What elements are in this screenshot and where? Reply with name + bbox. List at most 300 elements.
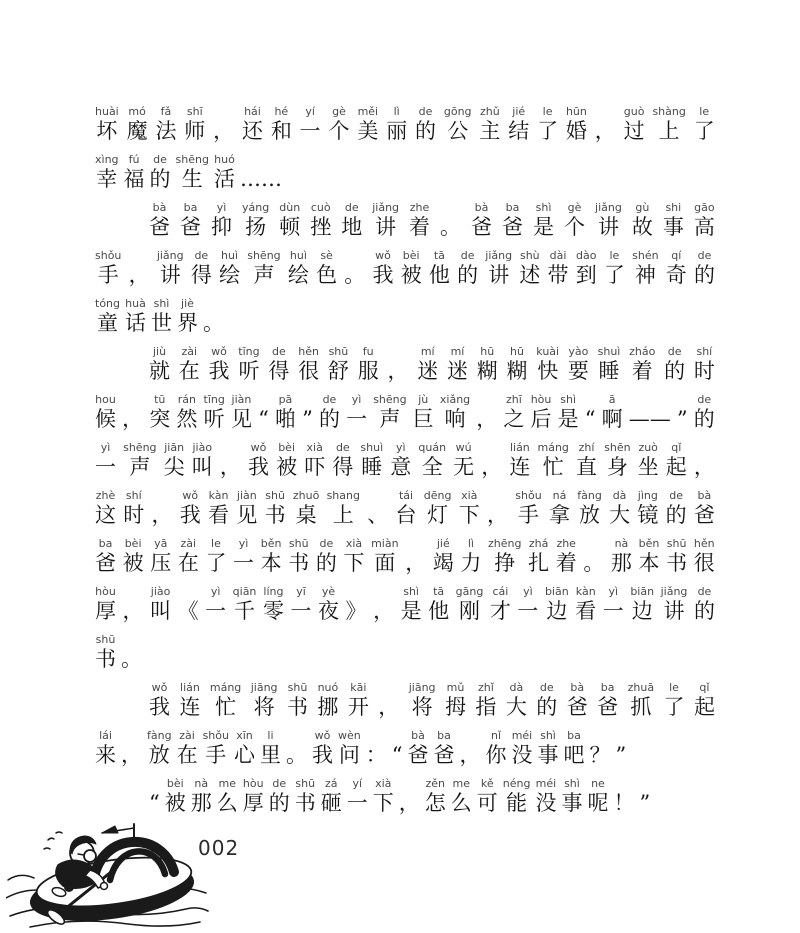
pinyin-annotation: shì (560, 393, 577, 406)
ruby-char (508, 106, 529, 144)
hanzi-character: 你 (485, 743, 507, 767)
pinyin-annotation: tái (398, 489, 414, 502)
ruby-char (373, 598, 394, 624)
hanzi-character: 。 (440, 215, 462, 239)
ruby-char (302, 406, 313, 432)
ruby-char (401, 586, 422, 624)
text-line (95, 202, 715, 240)
text-line (95, 346, 715, 384)
pinyin-annotation: zuò (638, 441, 658, 454)
hanzi-character: 本 (638, 551, 660, 575)
ruby-char (401, 250, 422, 288)
ruby-char (409, 682, 436, 720)
ruby-char (577, 490, 602, 528)
flag-icon (102, 826, 118, 833)
ruby-char (373, 778, 394, 816)
pinyin-annotation: shēng (247, 249, 281, 262)
ruby-char (386, 106, 407, 144)
hanzi-character: 舒 (327, 359, 349, 383)
pinyin-annotation: de (697, 393, 712, 406)
hanzi-character: 高 (693, 215, 715, 239)
pinyin-annotation: me (218, 777, 236, 790)
ruby-char (396, 490, 417, 528)
pinyin-annotation: tīng (238, 345, 260, 358)
ruby-char (310, 202, 331, 240)
glasses-bridge (78, 854, 84, 855)
ruby-char (629, 406, 671, 432)
hanzi-character: 和 (270, 119, 292, 143)
ruby-char (629, 346, 655, 384)
pinyin-annotation: rán (177, 393, 196, 406)
ruby-char (290, 586, 311, 624)
character-hand (101, 883, 108, 890)
pinyin-annotation: wǒ (375, 249, 391, 262)
hanzi-character: 坐 (637, 455, 659, 479)
hanzi-character: 书 (288, 551, 310, 575)
hanzi-character: 厚 (242, 791, 264, 815)
hanzi-character: 一 (299, 119, 321, 143)
pinyin-annotation: běn (638, 537, 660, 550)
glasses-lens (84, 850, 96, 862)
ruby-char (213, 118, 234, 144)
pinyin-annotation: zhǐ (478, 681, 494, 694)
hanzi-character: 啊 (601, 407, 623, 431)
text-line (95, 586, 715, 624)
ruby-char (564, 202, 585, 240)
hanzi-character: 了 (663, 695, 685, 719)
pinyin-annotation: yí (305, 105, 315, 118)
ruby-char (217, 778, 238, 816)
hanzi-character: 过 (623, 119, 645, 143)
pinyin-annotation: shēng (373, 393, 407, 406)
pinyin-annotation: lì (467, 537, 474, 550)
ruby-char (180, 202, 201, 240)
hanzi-character: 边 (546, 599, 568, 623)
hanzi-character: 爸 (407, 743, 429, 767)
hanzi-character: 师 (184, 119, 206, 143)
slipper-boat-illustration (6, 820, 211, 933)
hanzi-character: 听 (238, 359, 260, 383)
pinyin-annotation: yì (210, 585, 221, 598)
pinyin-annotation: gù (635, 201, 650, 214)
hanzi-character: 地 (341, 215, 363, 239)
ruby-char (95, 394, 116, 432)
pinyin-annotation: hūn (565, 105, 587, 118)
hanzi-character: 我 (179, 503, 201, 527)
pinyin-annotation: zhǔ (480, 105, 500, 118)
ruby-char (604, 442, 630, 480)
ruby-char (598, 346, 621, 384)
hanzi-character: 心 (233, 743, 255, 767)
ruby-char (192, 442, 213, 480)
hanzi-character: 挪 (317, 695, 339, 719)
hanzi-character: 压 (150, 551, 172, 575)
pinyin-annotation: jié (512, 105, 526, 118)
ruby-char (211, 202, 232, 240)
hanzi-character: 美 (357, 119, 379, 143)
pinyin-annotation: de (418, 105, 433, 118)
ruby-char (694, 454, 715, 480)
pinyin-annotation: zhēng (488, 537, 522, 550)
hanzi-character: 书 (95, 647, 116, 671)
hanzi-character: 很 (693, 551, 715, 575)
hanzi-character: 零 (262, 599, 284, 623)
hanzi-character: “ (391, 743, 403, 767)
ruby-char (602, 394, 623, 432)
hanzi-character: 事 (662, 215, 684, 239)
hanzi-character: 台 (395, 503, 417, 527)
hanzi-character: 一 (517, 599, 539, 623)
pinyin-annotation: gāng (455, 585, 484, 598)
ruby-char (503, 394, 524, 432)
pinyin-annotation: qǐ (699, 681, 710, 694)
ruby-char (475, 682, 496, 720)
pinyin-annotation: bà (411, 729, 425, 742)
hanzi-character: 得 (190, 263, 212, 287)
pinyin-annotation: jiù (152, 345, 167, 358)
hanzi-character: 忙 (542, 455, 564, 479)
ruby-char (677, 406, 688, 432)
pinyin-annotation: ná (552, 489, 567, 502)
ruby-char (240, 166, 282, 192)
pinyin-annotation: sè (320, 249, 333, 262)
ruby-char (476, 406, 497, 432)
pinyin-annotation: běn (260, 537, 282, 550)
ruby-char (399, 790, 420, 816)
hanzi-character: 么 (450, 791, 472, 815)
sweat-droplet (56, 832, 62, 833)
pinyin-annotation: shí (696, 345, 713, 358)
pinyin-annotation: zài (179, 729, 195, 742)
pinyin-annotation: ba (505, 201, 520, 214)
ruby-char (433, 538, 454, 576)
hanzi-character: 的 (664, 359, 686, 383)
ruby-char (694, 202, 715, 240)
text-line (95, 490, 715, 528)
ruby-char (164, 442, 185, 480)
ruby-char (502, 202, 523, 240)
ruby-char (548, 250, 569, 288)
pinyin-annotation: nuó (317, 681, 339, 694)
ruby-char (413, 394, 434, 432)
hanzi-character: 放 (579, 503, 601, 527)
hanzi-character: 然 (176, 407, 198, 431)
hanzi-character: ， (481, 455, 503, 479)
hanzi-character: 连 (179, 695, 201, 719)
hanzi-character: 讲 (663, 599, 685, 623)
hanzi-character: 爸 (433, 743, 455, 767)
ruby-char (176, 394, 197, 432)
ruby-char (568, 346, 589, 384)
ruby-char (488, 538, 521, 576)
hanzi-character: ， (128, 263, 150, 287)
ruby-char (348, 682, 369, 720)
hanzi-character: 的 (536, 695, 558, 719)
pinyin-annotation: xìng (95, 153, 119, 166)
hanzi-character: 个 (564, 215, 586, 239)
ruby-char (372, 202, 399, 240)
pinyin-annotation: yì (216, 201, 227, 214)
ruby-char (415, 106, 436, 144)
hanzi-character: 手 (97, 263, 119, 287)
ruby-char (632, 202, 653, 240)
pinyin-annotation: zhe (556, 537, 576, 550)
ruby-char (251, 682, 278, 720)
ruby-char (95, 442, 116, 480)
hanzi-character: 抑 (211, 215, 232, 239)
pinyin-annotation: huì (221, 249, 239, 262)
ruby-char (317, 682, 338, 720)
pinyin-annotation: cuò (310, 201, 331, 214)
pinyin-annotation: wǒ (250, 441, 267, 454)
ruby-char (209, 346, 230, 384)
ruby-char (247, 250, 280, 288)
ruby-char (519, 250, 540, 288)
pinyin-annotation: wú (455, 441, 472, 454)
hanzi-character: 巨 (412, 407, 434, 431)
hanzi-character: 在 (176, 743, 198, 767)
ruby-char (242, 202, 269, 240)
hanzi-character: 的 (693, 263, 715, 287)
pinyin-annotation: zài (180, 537, 197, 550)
hanzi-character: 爸 (471, 215, 493, 239)
pinyin-annotation: xià (345, 537, 363, 550)
ruby-char (511, 730, 532, 768)
pinyin-annotation: fàng (577, 489, 602, 502)
hanzi-character: “ (584, 407, 596, 431)
pinyin-annotation: shì (540, 729, 556, 742)
ruby-char (509, 442, 530, 480)
hanzi-character: 是 (533, 215, 555, 239)
ruby-char (378, 694, 399, 720)
ruby-char (343, 538, 364, 576)
hanzi-character: 挣 (494, 551, 516, 575)
hanzi-character: 面 (374, 551, 396, 575)
hanzi-character: 意 (390, 455, 412, 479)
pinyin-annotation: néng (502, 777, 531, 790)
hanzi-character: 爸 (95, 551, 116, 575)
ruby-char (95, 106, 119, 144)
pinyin-annotation: gè (567, 201, 582, 214)
ruby-char (149, 682, 170, 720)
pinyin-annotation: hou (95, 393, 116, 406)
pinyin-annotation: fǎ (160, 105, 172, 118)
pinyin-annotation: de (335, 441, 350, 454)
hanzi-character: 时 (693, 359, 715, 383)
hanzi-character: 下 (372, 791, 394, 815)
pinyin-annotation: gōng (443, 105, 472, 118)
hanzi-character: 迷 (417, 359, 439, 383)
pinyin-annotation: yí (352, 777, 363, 790)
ruby-char (417, 346, 438, 384)
hanzi-character: 扎 (528, 551, 550, 575)
ruby-char (176, 154, 209, 192)
hanzi-character: 放 (148, 743, 170, 767)
ruby-char (177, 298, 198, 336)
ruby-char (390, 442, 411, 480)
pinyin-annotation: yì (100, 441, 111, 454)
pinyin-annotation: tóng (95, 297, 120, 310)
hanzi-character: ！ (613, 791, 635, 815)
pinyin-annotation: shàng (652, 105, 686, 118)
pinyin-annotation: ba (183, 201, 198, 214)
hanzi-character: 啪 (274, 407, 296, 431)
ruby-char (263, 586, 284, 624)
ruby-char (632, 250, 658, 288)
ruby-char (490, 586, 511, 624)
ruby-char (639, 790, 650, 816)
pinyin-annotation: guò (623, 105, 645, 118)
hanzi-character: 挫 (310, 215, 332, 239)
pinyin-annotation: shēng (123, 441, 157, 454)
hanzi-character: 之 (503, 407, 525, 431)
ruby-char (576, 442, 597, 480)
ruby-char (536, 346, 559, 384)
hanzi-character: 边 (631, 599, 653, 623)
pinyin-annotation: jù (418, 393, 429, 406)
hanzi-character: 的 (149, 167, 171, 191)
pinyin-annotation: tū (154, 393, 166, 406)
ruby-char (95, 298, 120, 336)
hanzi-character: 了 (603, 263, 625, 287)
ruby-char (515, 490, 541, 528)
pinyin-annotation: de (539, 681, 554, 694)
pinyin-annotation: kuài (536, 345, 560, 358)
story-text (95, 106, 715, 826)
pinyin-annotation: biān (630, 585, 655, 598)
ruby-char (666, 490, 687, 528)
pinyin-annotation: le (699, 105, 710, 118)
ruby-char (694, 346, 715, 384)
hanzi-character: 爸 (693, 503, 715, 527)
hanzi-character: 厚 (95, 599, 116, 623)
pinyin-annotation: wèn (337, 729, 361, 742)
ruby-char (344, 262, 365, 288)
pinyin-annotation: jié (436, 537, 450, 550)
pinyin-annotation: le (609, 249, 620, 262)
pinyin-annotation: zhuō (292, 489, 320, 502)
pinyin-annotation: bà (570, 681, 585, 694)
hanzi-character: 爸 (502, 215, 524, 239)
hanzi-character: 的 (665, 503, 687, 527)
hanzi-character: 响 (444, 407, 466, 431)
ruby-char (205, 586, 226, 624)
ruby-char (447, 346, 468, 384)
text-line (95, 778, 715, 816)
ruby-char (149, 790, 160, 816)
pinyin-annotation: zhī (506, 393, 522, 406)
hanzi-character: 一 (346, 407, 368, 431)
ruby-char (576, 250, 597, 288)
text-line (95, 298, 715, 336)
pinyin-annotation: ba (567, 729, 581, 742)
hanzi-character: 讲 (375, 215, 397, 239)
pinyin-annotation: dà (612, 489, 627, 502)
ruby-char (440, 214, 461, 240)
hanzi-character: 在 (177, 551, 199, 575)
ruby-char (178, 598, 199, 624)
ruby-char (177, 730, 198, 768)
hanzi-character: 世 (151, 311, 172, 335)
hanzi-character: 桌 (295, 503, 317, 527)
pinyin-annotation: ba (437, 729, 451, 742)
ruby-char (517, 586, 538, 624)
ruby-char (316, 250, 337, 288)
hanzi-character: 吧 (563, 743, 585, 767)
hanzi-character: 被 (164, 791, 186, 815)
hanzi-character: 一 (290, 599, 312, 623)
hanzi-character: 的 (693, 599, 715, 623)
hanzi-character: 他 (428, 263, 450, 287)
ruby-char (372, 250, 393, 288)
hanzi-character: ， (387, 359, 409, 383)
pinyin-annotation: li (267, 729, 274, 742)
pinyin-annotation: shù (519, 249, 540, 262)
pinyin-annotation: méi (511, 729, 533, 742)
ruby-char (265, 490, 286, 528)
pinyin-annotation: zháo (629, 345, 656, 358)
ruby-char (457, 250, 478, 288)
pinyin-annotation: fu (362, 345, 374, 358)
pinyin-annotation: bèi (166, 777, 184, 790)
pinyin-annotation: nǐ (490, 729, 501, 742)
water-wave (8, 875, 34, 880)
hanzi-character: 本 (260, 551, 282, 575)
pinyin-annotation: qí (671, 249, 682, 262)
ruby-char (203, 310, 224, 336)
ruby-char (366, 742, 387, 768)
pinyin-annotation: huài (95, 105, 119, 118)
ruby-char (444, 106, 472, 144)
pinyin-annotation: hé (274, 105, 289, 118)
ruby-char (583, 550, 604, 576)
pinyin-annotation: xiǎng (439, 393, 471, 406)
hanzi-character: 福 (123, 167, 145, 191)
hanzi-character: 这 (95, 503, 116, 527)
hanzi-character: 话 (125, 311, 146, 335)
pinyin-annotation: lái (99, 729, 112, 742)
ruby-char (561, 778, 582, 816)
ruby-char (149, 346, 170, 384)
hanzi-character: 没 (535, 791, 557, 815)
pinyin-annotation: le (669, 681, 679, 694)
ruby-char (95, 538, 116, 576)
ruby-char (624, 106, 645, 144)
ruby-char (479, 106, 500, 144)
ruby-char (445, 682, 466, 720)
pinyin-annotation: huó (214, 153, 235, 166)
ruby-char (95, 490, 116, 528)
hanzi-character: 叫 (150, 599, 172, 623)
ruby-char (341, 202, 362, 240)
pinyin-annotation: de (697, 249, 712, 262)
hanzi-character: 公 (447, 119, 469, 143)
ruby-char (638, 442, 659, 480)
hanzi-character: 法 (155, 119, 177, 143)
hanzi-character: 候 (95, 407, 116, 431)
ruby-char (347, 778, 368, 816)
ruby-char (433, 730, 454, 768)
ruby-char (481, 454, 502, 480)
hanzi-character: 我 (311, 743, 333, 767)
pinyin-annotation: hòu (242, 777, 264, 790)
hanzi-character: 下 (458, 503, 480, 527)
ruby-char (545, 586, 569, 624)
pinyin-annotation: gè (332, 105, 346, 118)
ruby-char (203, 730, 229, 768)
pinyin-annotation: yì (238, 537, 249, 550)
hanzi-character: 书 (286, 695, 308, 719)
